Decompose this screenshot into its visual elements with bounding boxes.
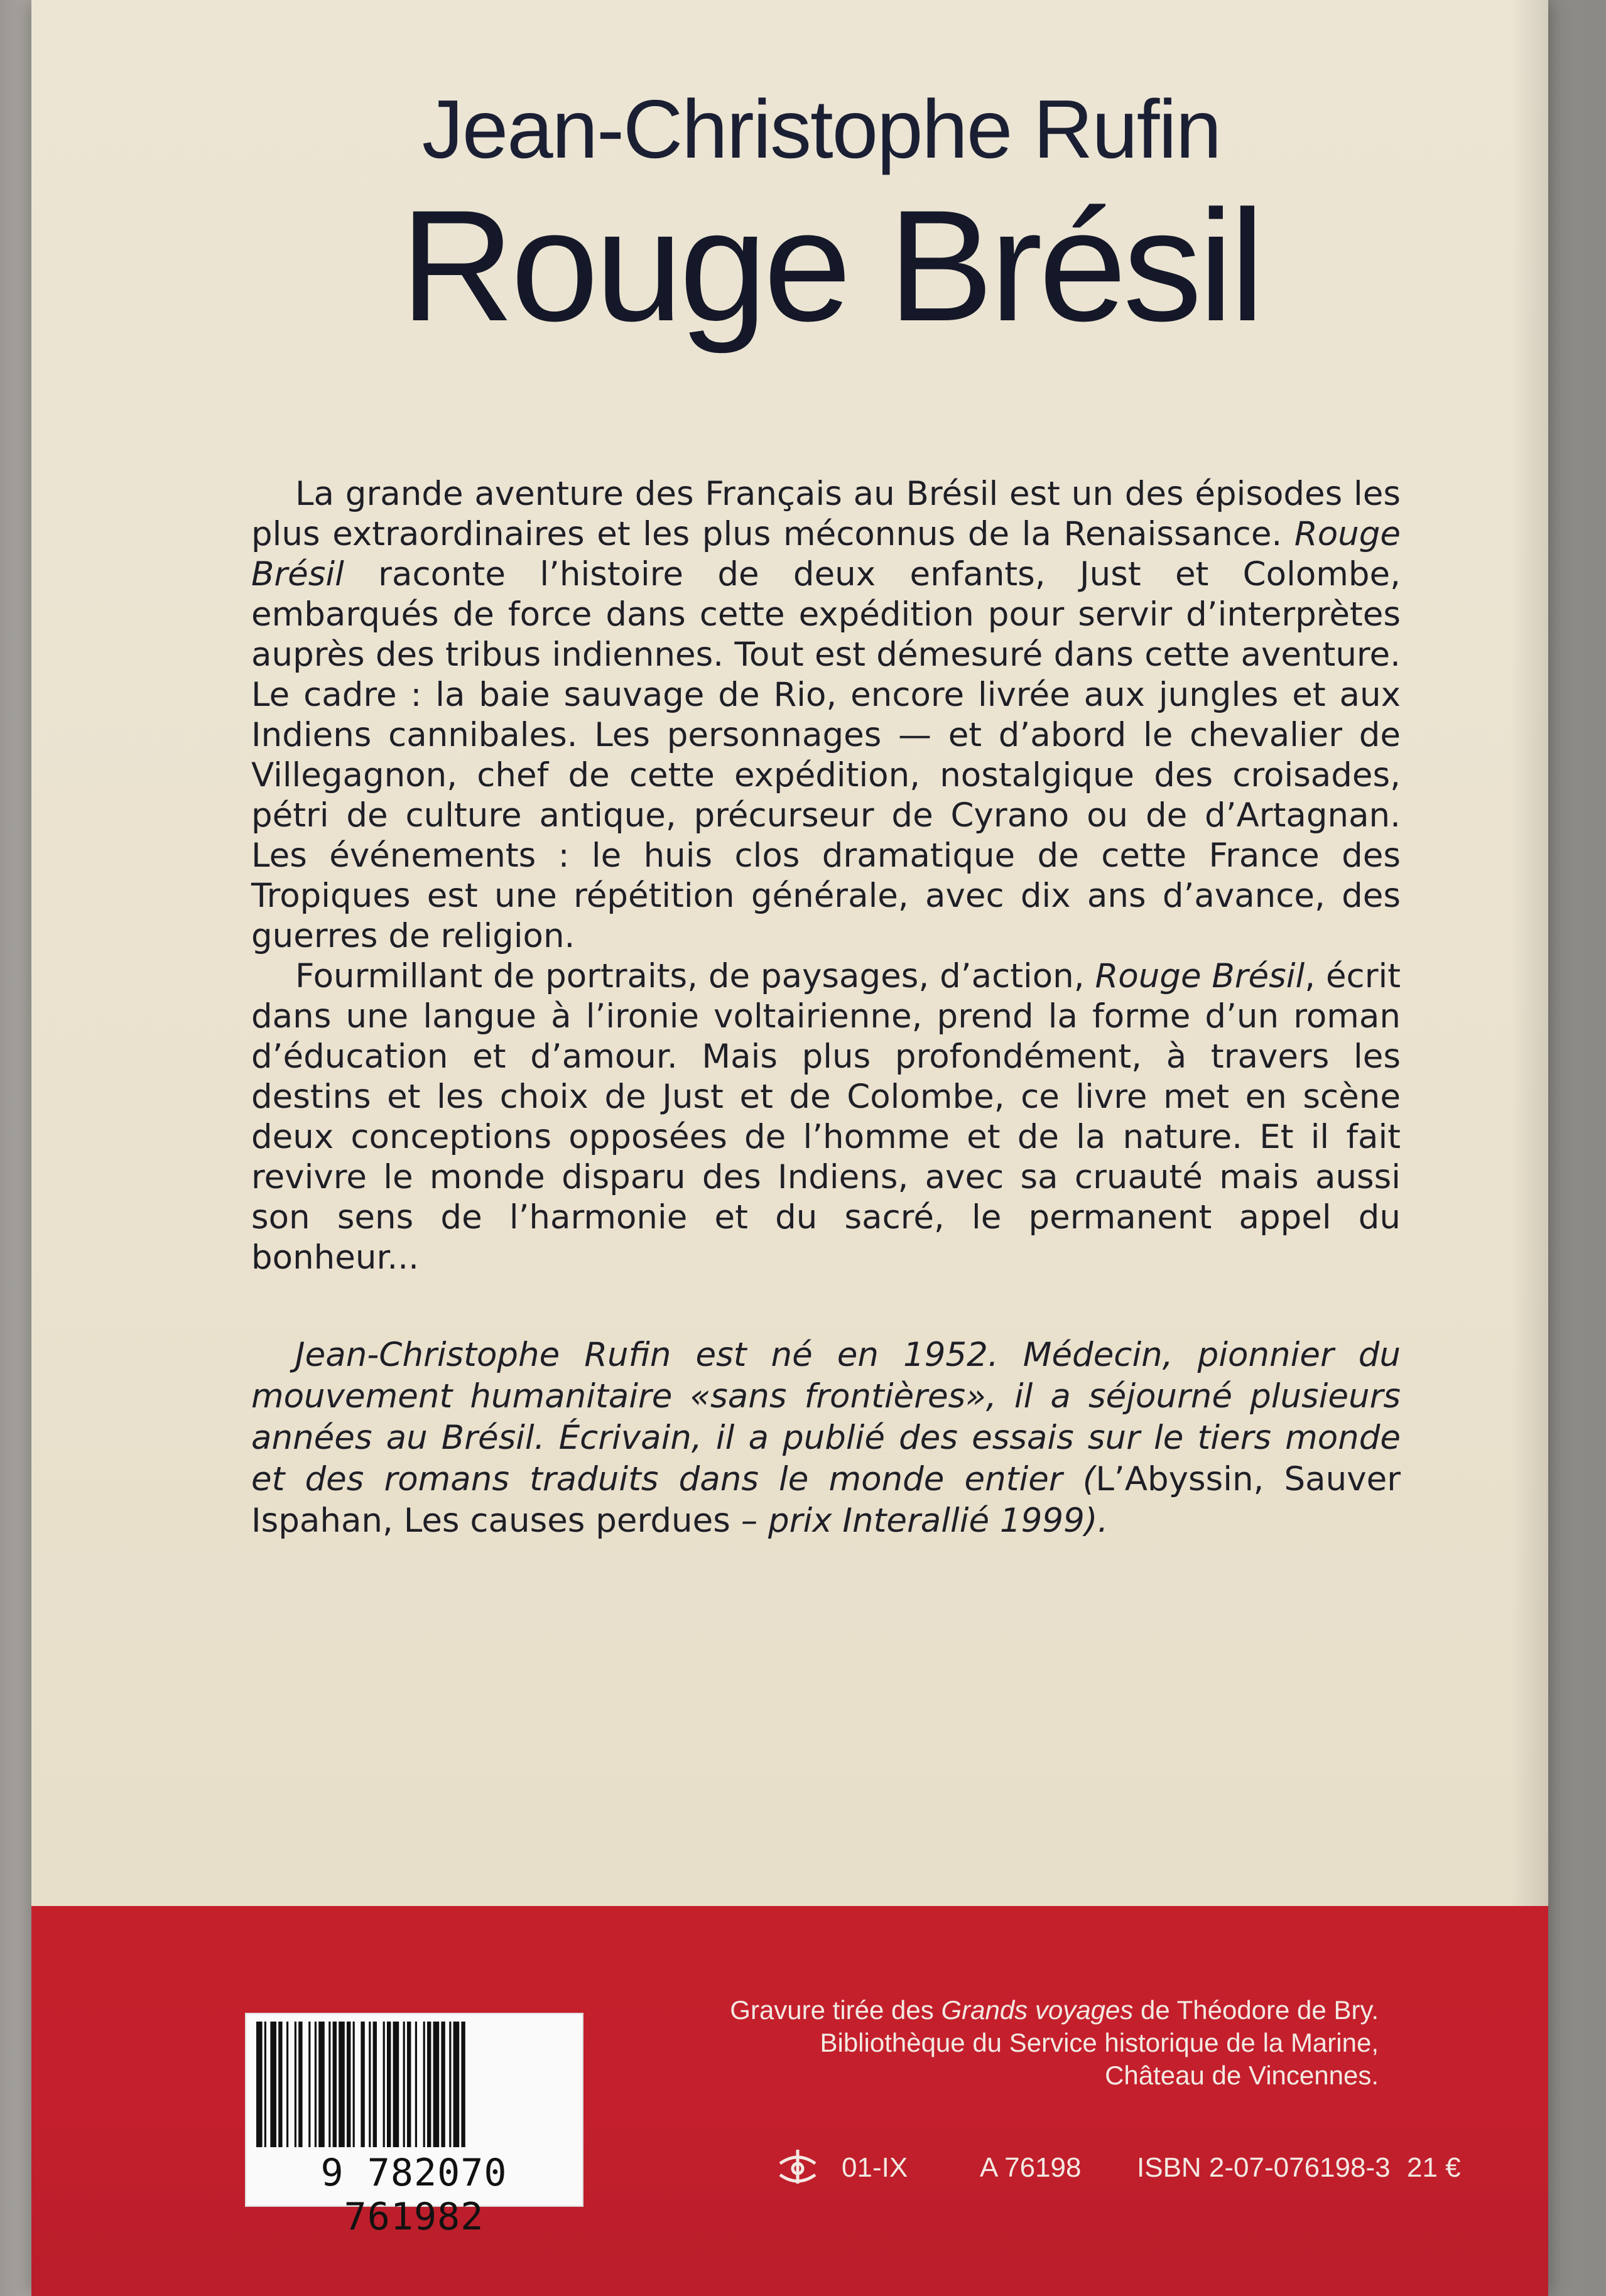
barcode-bar [347, 2022, 350, 2147]
barcode-bar [315, 2022, 317, 2147]
barcode-bar [298, 2022, 302, 2147]
blurb-p1-title: Rouge Brésil [251, 515, 1401, 593]
credits-line-2: Bibliothèque du Service historique de la Marine, [820, 2028, 1379, 2057]
barcode-bar [433, 2022, 440, 2147]
reference-code: A 76198 [980, 2152, 1082, 2183]
printing-code: 01-IX [842, 2152, 908, 2183]
barcode-bar [449, 2022, 451, 2147]
barcode-bar [361, 2022, 364, 2147]
barcode-bar [333, 2022, 337, 2147]
blurb-p2-title: Rouge Brésil [1095, 957, 1305, 995]
blurb-p2-start: Fourmillant de portraits, de paysages, d’action, [295, 957, 1095, 995]
barcode-bar [373, 2022, 377, 2147]
blurb-p1-rest: raconte l’histoire de deux enfants, Just et Colombe, embarqués de force dans cette expédition pour servir d’interprètes auprès des tribus indiennes. Tout est démesuré dans cette aventure. Le cadre : la baie sauvage de Rio, encore livrée aux jungles et aux Indiens cannibales. Les personnages — et d’abord le chevalier de Villegagnon, chef de cette expédition, nostalgique des croisades, pétri de culture antique, précurseur de Cyrano ou de d’Artagnan. Les événements : le huis clos dramatique de cette France des Tropiques est une répétition générale, avec dix ans d’avance, des guerres de religion. [251, 555, 1401, 955]
barcode-bars [254, 2022, 574, 2150]
price: 21 € [1407, 2152, 1461, 2183]
barcode-bar [427, 2022, 431, 2147]
barcode-bar [393, 2022, 399, 2147]
barcode-bar [264, 2022, 266, 2147]
barcode-bar [318, 2022, 325, 2147]
barcode-bar [256, 2022, 263, 2147]
bio-start: Jean-Christophe Rufin est né en 1952. Médecin, pionnier du mouvement humanitaire «sans frontières», il a séjourné plusieurs années au Brésil. Écrivain, il a publié des essais sur le tiers monde et des romans traduits dans le monde entier ( [251, 1336, 1401, 1498]
barcode-bar [369, 2022, 371, 2147]
publisher-logo-icon [773, 2145, 823, 2196]
barcode-number: 9 782070 761982 [320, 2151, 507, 2239]
red-band [31, 1906, 1548, 2296]
barcode-bar [383, 2022, 385, 2147]
barcode-bar [407, 2022, 411, 2147]
barcode-bar [270, 2022, 276, 2147]
book-title: Rouge Brésil [400, 178, 1261, 354]
author-bio [251, 1335, 1401, 1542]
barcode-bar [295, 2022, 296, 2147]
barcode-bar [328, 2022, 330, 2147]
barcode-bar [278, 2022, 282, 2147]
bio-paragraph [251, 1335, 1401, 1542]
credits-line-1-start: Gravure tirée des [730, 1995, 941, 2025]
barcode-bar [461, 2022, 465, 2147]
barcode-bar [286, 2022, 288, 2147]
author-name: Jean-Christophe Rufin [421, 83, 1221, 175]
blurb-paragraph-2 [251, 956, 1401, 1278]
isbn: ISBN 2-07-076198-3 [1137, 2152, 1391, 2183]
barcode-bar [353, 2022, 355, 2147]
credits-line-1 [562, 1994, 1379, 2027]
bio-end: – prix Interallié 1999). [730, 1502, 1109, 1540]
blurb-paragraph-1 [251, 474, 1401, 956]
barcode-bar [308, 2022, 310, 2147]
book-back-cover [31, 0, 1548, 2296]
barcode [245, 2013, 583, 2239]
blurb-p2-rest: , écrit dans une langue à l’ironie voltairienne, prend la forme d’un roman d’éducation et d’amour. Mais plus profondément, à travers les destins et les choix de Just et de Colombe, ce livre met en scène deux conceptions opposées de l’homme et de la nature. Et il fait revivre le monde disparu des Indiens, avec sa cruauté mais aussi son sens de l’harmonie et du sacré, le permanent appel du bonheur... [251, 957, 1401, 1277]
publication-codes [773, 2145, 1463, 2195]
barcode-bar [453, 2022, 460, 2147]
credits-line-1-end: de Théodore de Bry. [1133, 1995, 1379, 2025]
image-credits [562, 1994, 1379, 2092]
blurb-p1-start: La grande aventure des Français au Brésil est un des épisodes les plus extraordinaires et les plus méconnus de la Renaissance. [251, 475, 1401, 553]
credits-line-3: Château de Vincennes. [1105, 2060, 1379, 2090]
barcode-bar [415, 2022, 417, 2147]
barcode-bar [339, 2022, 345, 2147]
bio-works: L’Abyssin, Sauver Ispahan, Les causes perdues [251, 1460, 1401, 1540]
barcode-bar [403, 2022, 405, 2147]
barcode-bar [387, 2022, 391, 2147]
barcode-bar [441, 2022, 445, 2147]
barcode-bar [423, 2022, 425, 2147]
credits-work-title: Grands voyages [941, 1995, 1134, 2025]
blurb-text [251, 474, 1401, 1278]
